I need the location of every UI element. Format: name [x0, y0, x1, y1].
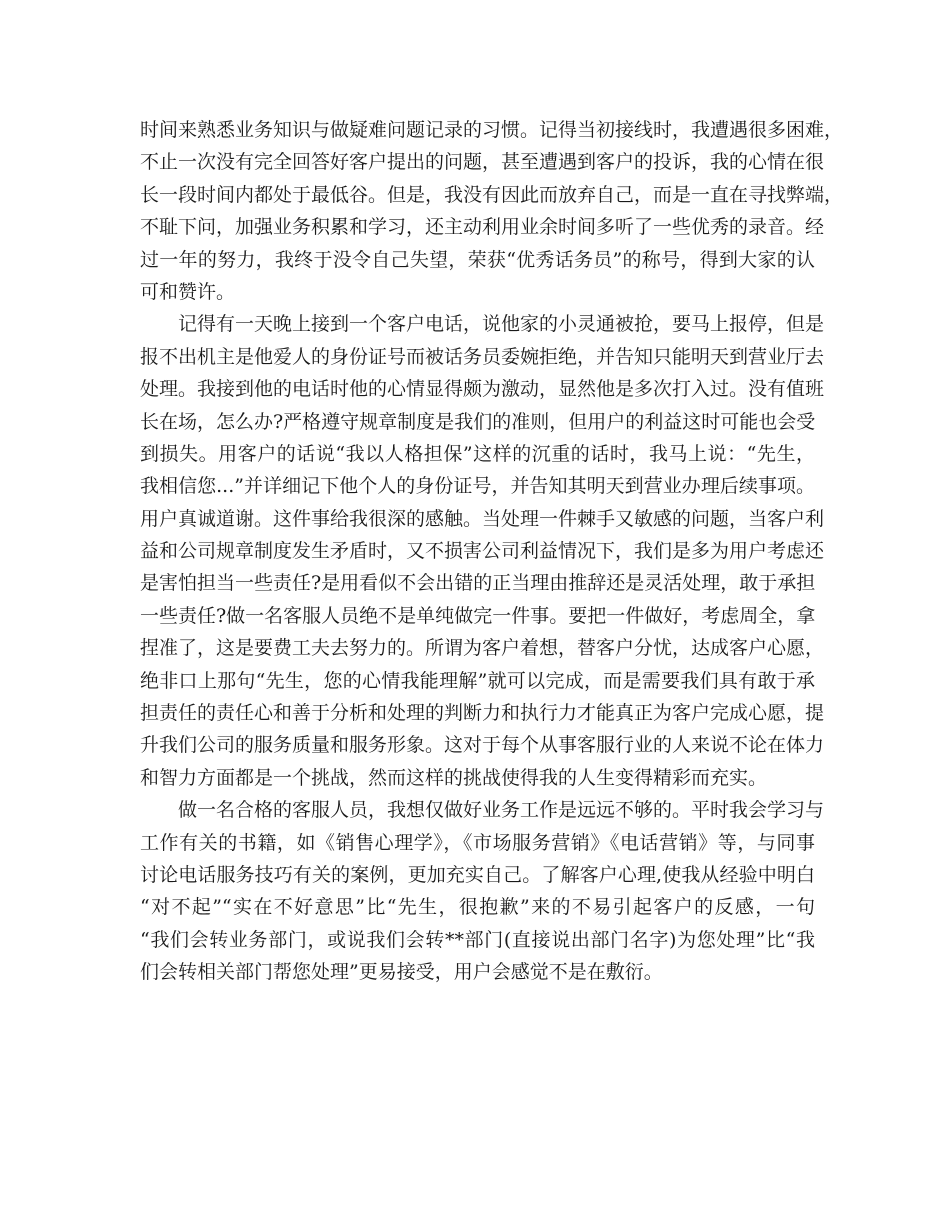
text-line: 一些责任?做一名客服人员绝不是单纯做完一件事。要把一件做好，考虑周全，拿	[140, 604, 816, 627]
text-line: 用户真诚道谢。这件事给我很深的感触。当处理一件棘手又敏感的问题，当客户利	[140, 507, 825, 530]
text-line: 讨论电话服务技巧有关的案例，更加充实自己。了解客户心理,使我从经验中明白	[140, 863, 815, 886]
text-line: 过一年的努力，我终于没令自己失望，荣获“优秀话务员”的称号，得到大家的认	[140, 248, 815, 271]
text-line: 长一段时间内都处于最低谷。但是，我没有因此而放弃自己，而是一直在寻找弊端，	[140, 183, 844, 206]
text-line: 升我们公司的服务质量和服务形象。这对于每个从事客服行业的人来说不论在体力	[140, 734, 825, 757]
text-line: 们会转相关部门帮您处理”更易接受，用户会感觉不是在敷衍。	[140, 961, 663, 984]
text-line: 长在场，怎么办?严格遵守规章制度是我们的准则，但用户的利益这时可能也会受	[140, 410, 816, 433]
text-line: 时间来熟悉业务知识与做疑难问题记录的习惯。记得当初接线时，我遭遇很多困难，	[140, 119, 844, 141]
text-line: 不止一次没有完全回答好客户提出的问题，甚至遭遇到客户的投诉，我的心情在很	[140, 151, 825, 174]
paragraph	[140, 114, 844, 308]
text-line: “我们会转业务部门，或说我们会转**部门(直接说出部门名字)为您处理”比“我	[140, 928, 815, 951]
text-line: 工作有关的书籍，如《销售心理学》，《市场服务营销》《电话营销》等，与同事	[140, 831, 815, 854]
document-body	[140, 114, 844, 989]
text-line: 我相信您...”并详细记下他个人的身份证号，并告知其明天到营业办理后续事项。	[140, 475, 815, 498]
text-line: 和智力方面都是一个挑战，然而这样的挑战使得我的人生变得精彩而充实。	[140, 766, 768, 789]
paragraph	[140, 794, 825, 988]
text-line: 处理。我接到他的电话时他的心情显得颇为激动，显然他是多次打入过。没有值班	[140, 378, 825, 401]
text-line: 担责任的责任心和善于分析和处理的判断力和执行力才能真正为客户完成心愿，提	[140, 702, 825, 725]
text-line: “对不起”“实在不好意思”比“先生，很抱歉”来的不易引起客户的反感，一句	[140, 896, 815, 919]
text-line: 益和公司规章制度发生矛盾时，又不损害公司利益情况下，我们是多为用户考虑还	[140, 540, 825, 563]
text-line: 到损失。用客户的话说“我以人格担保”这样的沉重的话时，我马上说：“先生，	[140, 442, 815, 465]
text-line: 不耻下问，加强业务积累和学习，还主动利用业余时间多听了一些优秀的录音。经	[140, 216, 825, 239]
text-line: 可和赞许。	[140, 280, 236, 303]
text-line: 捏准了，这是要费工夫去努力的。所谓为客户着想，替客户分忧，达成客户心愿，	[140, 637, 825, 660]
text-line: 记得有一天晚上接到一个客户电话，说他家的小灵通被抢，要马上报停，但是	[178, 313, 825, 336]
text-line: 绝非口上那句“先生，您的心情我能理解”就可以完成，而是需要我们具有敢于承	[140, 669, 815, 692]
text-line: 做一名合格的客服人员，我想仅做好业务工作是远远不够的。平时我会学习与	[178, 799, 825, 822]
paragraph	[140, 308, 825, 794]
text-line: 报不出机主是他爱人的身份证号而被话务员委婉拒绝，并告知只能明天到营业厅去	[140, 345, 825, 368]
text-line: 是害怕担当一些责任?是用看似不会出错的正当理由推辞还是灵活处理，敢于承担	[140, 572, 816, 595]
